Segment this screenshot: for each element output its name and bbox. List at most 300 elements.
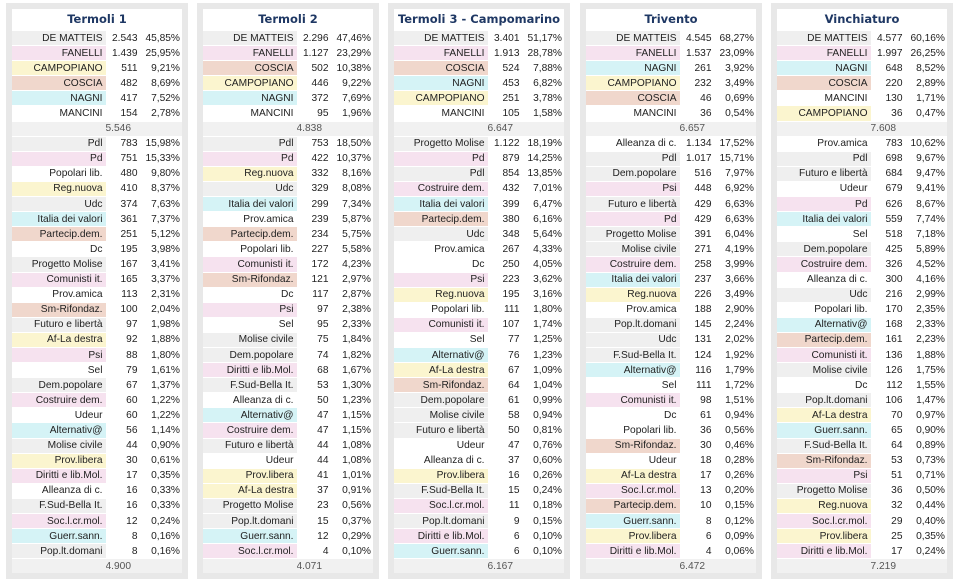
vote-count: 53	[317, 379, 329, 391]
candidate-row	[586, 91, 756, 105]
vote-percentage: 3,98%	[151, 243, 180, 255]
vote-percentage: 1,09%	[533, 364, 562, 376]
vote-count: 559	[885, 213, 903, 225]
party-row	[394, 152, 564, 166]
party-name: Futuro e libertà	[586, 197, 680, 211]
candidate-row	[586, 46, 756, 60]
party-name: Popolari lib.	[12, 167, 106, 181]
party-name: Psi	[586, 182, 680, 196]
vote-percentage: 60,16%	[910, 32, 945, 44]
vote-count: 4	[322, 545, 329, 557]
vote-count: 448	[694, 183, 712, 195]
vote-percentage: 7,37%	[151, 213, 180, 225]
vote-percentage: 2,78%	[151, 108, 180, 120]
vote-count: 425	[885, 243, 903, 255]
party-row	[777, 242, 947, 256]
party-row	[203, 469, 373, 483]
vote-count: 50	[317, 394, 329, 406]
vote-percentage: 0,24%	[916, 545, 945, 557]
vote-count: 47	[317, 424, 329, 436]
party-name: Pd	[203, 152, 297, 166]
vote-percentage: 51,17%	[527, 32, 562, 44]
party-row	[586, 454, 756, 468]
party-name: Pop.lt.domani	[394, 514, 488, 528]
vote-count: 511	[121, 62, 138, 74]
party-row	[777, 257, 947, 271]
party-row	[777, 439, 947, 453]
vote-count: 482	[120, 77, 138, 89]
party-name: F.Sud-Bella It.	[586, 348, 680, 362]
vote-percentage: 1,80%	[533, 304, 562, 316]
vote-count: 348	[502, 228, 520, 240]
vote-percentage: 9,67%	[916, 153, 945, 165]
vote-count: 77	[508, 334, 520, 346]
party-row	[777, 484, 947, 498]
panel-body	[394, 9, 564, 573]
party-name: Prov.libera	[394, 469, 488, 483]
candidate-row	[586, 106, 756, 120]
total-row	[203, 122, 373, 136]
party-row	[777, 303, 947, 317]
party-row	[12, 439, 182, 453]
vote-count: 95	[317, 319, 329, 331]
vote-count: 648	[885, 62, 903, 74]
vote-percentage: 8,16%	[342, 168, 371, 180]
vote-count: 36	[891, 108, 903, 120]
vote-count: 64	[891, 440, 903, 452]
vote-percentage: 7,88%	[533, 62, 562, 74]
candidate-name: COSCIA	[394, 61, 488, 75]
party-name: Molise civile	[394, 408, 488, 422]
vote-count: 16	[508, 470, 520, 482]
party-row	[777, 378, 947, 392]
party-name: Psi	[203, 303, 297, 317]
vote-percentage: 0,15%	[725, 500, 754, 512]
vote-count: 380	[502, 213, 520, 225]
party-name: Diritti e lib.Mol.	[203, 363, 297, 377]
vote-percentage: 6,92%	[725, 183, 754, 195]
total-spacer	[394, 122, 488, 136]
vote-percentage: 0,09%	[725, 530, 754, 542]
vote-percentage: 0,60%	[533, 455, 562, 467]
party-row	[586, 273, 756, 287]
candidate-row	[12, 76, 182, 90]
vote-percentage: 5,58%	[342, 243, 371, 255]
party-name: Udeur	[777, 182, 871, 196]
party-name: Pd	[586, 212, 680, 226]
vote-count: 3.401	[494, 32, 520, 44]
candidate-row	[394, 91, 564, 105]
vote-count: 44	[317, 455, 329, 467]
party-name: Dc	[12, 242, 106, 256]
panel-body	[586, 9, 756, 573]
vote-percentage: 23,09%	[719, 47, 754, 59]
vote-percentage: 8,37%	[151, 183, 180, 195]
party-row	[12, 423, 182, 437]
vote-percentage: 0,28%	[725, 455, 754, 467]
party-name: F.Sud-Bella It.	[394, 484, 488, 498]
vote-count: 46	[700, 92, 712, 104]
party-name: Comunisti it.	[777, 348, 871, 362]
panel-title: Termoli 2	[258, 12, 318, 26]
party-row	[12, 408, 182, 422]
vote-percentage: 9,47%	[916, 168, 945, 180]
vote-count: 30	[126, 455, 138, 467]
vote-count: 50	[508, 424, 520, 436]
party-name: Sm-Rifondaz.	[12, 303, 106, 317]
vote-count: 47	[317, 409, 329, 421]
vote-percentage: 1,71%	[916, 92, 945, 104]
vote-count: 251	[502, 92, 520, 104]
vote-count: 37	[508, 455, 520, 467]
party-row	[394, 439, 564, 453]
vote-count: 53	[891, 455, 903, 467]
party-row	[203, 303, 373, 317]
party-name: Costruire dem.	[203, 423, 297, 437]
vote-percentage: 0,56%	[342, 500, 371, 512]
vote-count: 267	[502, 243, 520, 255]
vote-percentage: 7,63%	[151, 198, 180, 210]
vote-percentage: 5,12%	[151, 228, 180, 240]
vote-count: 30	[700, 440, 712, 452]
party-row	[203, 529, 373, 543]
party-name: Pdl	[394, 167, 488, 181]
vote-percentage: 0,73%	[916, 455, 945, 467]
party-row	[777, 514, 947, 528]
party-name: Dem.popolare	[203, 348, 297, 362]
vote-count: 227	[311, 243, 329, 255]
party-name: Pop.lt.domani	[586, 318, 680, 332]
candidate-row	[203, 91, 373, 105]
party-row	[777, 137, 947, 151]
total-spacer	[777, 122, 871, 136]
vote-count: 432	[502, 183, 520, 195]
party-row	[586, 303, 756, 317]
vote-count: 195	[120, 243, 138, 255]
vote-percentage: 1,01%	[342, 470, 371, 482]
total-row	[394, 122, 564, 136]
vote-count: 1.913	[494, 47, 520, 59]
vote-percentage: 0,97%	[916, 409, 945, 421]
party-name: Progetto Molise	[12, 257, 106, 271]
party-row	[586, 197, 756, 211]
vote-count: 12	[126, 515, 138, 527]
results-panel	[771, 3, 953, 579]
candidate-name: MANCINI	[586, 106, 680, 120]
vote-count: 23	[317, 500, 329, 512]
vote-count: 8	[705, 515, 712, 527]
vote-count: 237	[694, 274, 712, 286]
candidate-name: MANCINI	[394, 106, 488, 120]
vote-count: 9	[513, 515, 520, 527]
panel-body	[777, 9, 947, 573]
total-votes: 7.608	[871, 122, 948, 136]
party-row	[12, 242, 182, 256]
vote-count: 524	[502, 62, 520, 74]
party-name: Sm-Rifondaz.	[777, 454, 871, 468]
party-name: Dem.popolare	[777, 242, 871, 256]
party-row	[586, 439, 756, 453]
vote-count: 188	[694, 304, 712, 316]
candidate-name: MANCINI	[203, 106, 297, 120]
vote-count: 11	[508, 500, 520, 512]
vote-percentage: 1,15%	[342, 424, 371, 436]
vote-count: 10	[700, 500, 712, 512]
candidate-row	[394, 46, 564, 60]
party-row	[394, 454, 564, 468]
vote-percentage: 0,16%	[151, 530, 180, 542]
total-spacer	[586, 122, 680, 136]
party-name: Progetto Molise	[586, 227, 680, 241]
party-row	[203, 273, 373, 287]
party-row	[12, 212, 182, 226]
vote-percentage: 6,47%	[533, 198, 562, 210]
panel-body	[203, 9, 373, 573]
vote-percentage: 0,16%	[151, 545, 180, 557]
vote-percentage: 3,99%	[725, 258, 754, 270]
total-spacer	[12, 122, 106, 136]
vote-count: 422	[311, 153, 329, 165]
party-name: Alleanza di c.	[394, 454, 488, 468]
total-row	[394, 559, 564, 573]
total-row	[203, 559, 373, 573]
vote-count: 374	[120, 198, 138, 210]
total-row	[586, 122, 756, 136]
vote-percentage: 0,20%	[725, 485, 754, 497]
party-name: Prov.amica	[586, 303, 680, 317]
party-name: Prov.libera	[203, 469, 297, 483]
party-row	[586, 378, 756, 392]
party-name: Reg.nuova	[586, 288, 680, 302]
vote-percentage: 10,62%	[910, 138, 945, 150]
vote-percentage: 0,29%	[342, 530, 371, 542]
vote-percentage: 0,90%	[916, 424, 945, 436]
party-row	[394, 197, 564, 211]
vote-percentage: 1,98%	[151, 319, 180, 331]
party-row	[586, 469, 756, 483]
party-row	[203, 393, 373, 407]
vote-count: 98	[700, 394, 712, 406]
vote-count: 124	[694, 349, 712, 361]
vote-percentage: 2,31%	[151, 289, 180, 301]
vote-count: 1.997	[877, 47, 903, 59]
party-row	[394, 167, 564, 181]
candidate-row	[203, 31, 373, 45]
vote-count: 300	[885, 274, 903, 286]
panel-body	[12, 9, 182, 573]
party-row	[586, 408, 756, 422]
party-row	[586, 182, 756, 196]
vote-percentage: 4,19%	[725, 243, 754, 255]
vote-count: 399	[502, 198, 520, 210]
party-name: Comunisti it.	[203, 257, 297, 271]
candidate-name: FANELLI	[586, 46, 680, 60]
party-row	[586, 257, 756, 271]
vote-percentage: 1,04%	[533, 379, 562, 391]
party-row	[203, 182, 373, 196]
party-row	[203, 152, 373, 166]
vote-percentage: 1,88%	[151, 334, 180, 346]
vote-percentage: 0,81%	[533, 424, 562, 436]
party-row	[394, 529, 564, 543]
party-name: Soc.l.cr.mol.	[394, 499, 488, 513]
vote-percentage: 1,47%	[916, 394, 945, 406]
vote-count: 172	[311, 258, 329, 270]
vote-percentage: 3,62%	[533, 274, 562, 286]
vote-count: 145	[694, 319, 712, 331]
vote-percentage: 0,61%	[151, 455, 180, 467]
candidate-row	[394, 106, 564, 120]
party-row	[394, 303, 564, 317]
vote-percentage: 28,78%	[527, 47, 562, 59]
vote-percentage: 9,41%	[916, 183, 945, 195]
candidate-name: CAMPOPIANO	[203, 76, 297, 90]
panel-title: Trivento	[644, 12, 698, 26]
vote-percentage: 2,97%	[342, 274, 371, 286]
party-row	[12, 197, 182, 211]
party-name: Costruire dem.	[777, 257, 871, 271]
vote-percentage: 2,33%	[916, 319, 945, 331]
party-name: Af-La destra	[777, 408, 871, 422]
party-row	[203, 197, 373, 211]
vote-percentage: 1,74%	[533, 319, 562, 331]
party-row	[12, 182, 182, 196]
party-name: Sel	[203, 318, 297, 332]
vote-count: 1.537	[686, 47, 712, 59]
party-name: Pdl	[777, 152, 871, 166]
vote-count: 41	[317, 470, 329, 482]
vote-count: 271	[694, 243, 712, 255]
total-votes: 6.167	[488, 559, 565, 573]
party-row	[203, 378, 373, 392]
vote-count: 111	[696, 379, 712, 391]
vote-count: 446	[311, 77, 329, 89]
vote-count: 226	[694, 289, 712, 301]
vote-percentage: 15,71%	[719, 153, 754, 165]
candidate-row	[203, 76, 373, 90]
vote-percentage: 15,98%	[145, 138, 180, 150]
candidate-name: COSCIA	[777, 76, 871, 90]
vote-percentage: 0,76%	[533, 440, 562, 452]
party-row	[203, 227, 373, 241]
party-row	[586, 242, 756, 256]
vote-percentage: 1,15%	[342, 409, 371, 421]
results-table	[203, 30, 373, 574]
vote-percentage: 47,46%	[336, 32, 371, 44]
party-name: Sm-Rifondaz.	[586, 439, 680, 453]
vote-percentage: 0,10%	[533, 545, 562, 557]
vote-percentage: 18,50%	[336, 138, 371, 150]
party-row	[12, 363, 182, 377]
party-name: Comunisti it.	[12, 273, 106, 287]
party-name: Molise civile	[12, 439, 106, 453]
party-row	[394, 257, 564, 271]
party-row	[586, 514, 756, 528]
vote-count: 154	[120, 108, 138, 120]
candidate-name: FANELLI	[203, 46, 297, 60]
candidate-row	[777, 76, 947, 90]
party-name: Soc.l.cr.mol.	[586, 484, 680, 498]
vote-percentage: 25,95%	[145, 47, 180, 59]
party-row	[586, 529, 756, 543]
party-name: Alleanza di c.	[12, 484, 106, 498]
vote-percentage: 1,51%	[725, 394, 754, 406]
vote-count: 518	[885, 228, 903, 240]
vote-count: 410	[120, 183, 138, 195]
party-name: F.Sud-Bella It.	[12, 499, 106, 513]
party-name: Italia dei valori	[586, 273, 680, 287]
vote-count: 61	[508, 394, 520, 406]
party-name: Udc	[394, 227, 488, 241]
vote-count: 64	[508, 379, 520, 391]
candidate-name: COSCIA	[203, 61, 297, 75]
party-row	[394, 348, 564, 362]
vote-percentage: 1,08%	[342, 455, 371, 467]
party-name: Guerr.sann.	[394, 544, 488, 558]
panel-title: Vinchiaturo	[824, 12, 900, 26]
vote-percentage: 10,37%	[336, 153, 371, 165]
vote-count: 1.017	[686, 153, 712, 165]
vote-count: 70	[891, 409, 903, 421]
candidate-name: FANELLI	[394, 46, 488, 60]
party-row	[203, 167, 373, 181]
party-row	[394, 484, 564, 498]
party-name: Molise civile	[777, 363, 871, 377]
party-row	[777, 333, 947, 347]
vote-count: 29	[891, 515, 903, 527]
vote-percentage: 0,94%	[533, 409, 562, 421]
party-name: Prov.amica	[203, 212, 297, 226]
candidate-row	[777, 61, 947, 75]
total-votes: 5.546	[106, 122, 183, 136]
vote-count: 783	[120, 138, 138, 150]
party-row	[394, 137, 564, 151]
candidate-row	[777, 106, 947, 120]
party-row	[394, 499, 564, 513]
vote-count: 261	[694, 62, 712, 74]
vote-percentage: 3,92%	[725, 62, 754, 74]
party-row	[586, 499, 756, 513]
vote-percentage: 9,21%	[151, 62, 180, 74]
vote-percentage: 1,96%	[342, 108, 371, 120]
vote-count: 106	[885, 394, 903, 406]
candidate-name: FANELLI	[12, 46, 106, 60]
party-row	[777, 167, 947, 181]
candidate-name: MANCINI	[777, 91, 871, 105]
vote-count: 18	[700, 455, 712, 467]
vote-count: 16	[126, 500, 138, 512]
party-row	[394, 288, 564, 302]
vote-percentage: 3,37%	[151, 274, 180, 286]
candidate-name: NAGNI	[586, 61, 680, 75]
vote-count: 1.134	[686, 138, 712, 150]
vote-percentage: 9,22%	[342, 77, 371, 89]
vote-percentage: 6,82%	[533, 77, 562, 89]
party-row	[394, 242, 564, 256]
vote-count: 111	[504, 304, 520, 316]
candidate-name: CAMPOPIANO	[394, 91, 488, 105]
vote-count: 453	[502, 77, 520, 89]
party-row	[586, 152, 756, 166]
vote-percentage: 5,75%	[342, 228, 371, 240]
party-row	[12, 137, 182, 151]
vote-percentage: 6,04%	[725, 228, 754, 240]
vote-percentage: 0,35%	[151, 470, 180, 482]
party-name: Udeur	[394, 439, 488, 453]
party-name: Pop.lt.domani	[777, 393, 871, 407]
party-row	[394, 333, 564, 347]
party-row	[12, 227, 182, 241]
